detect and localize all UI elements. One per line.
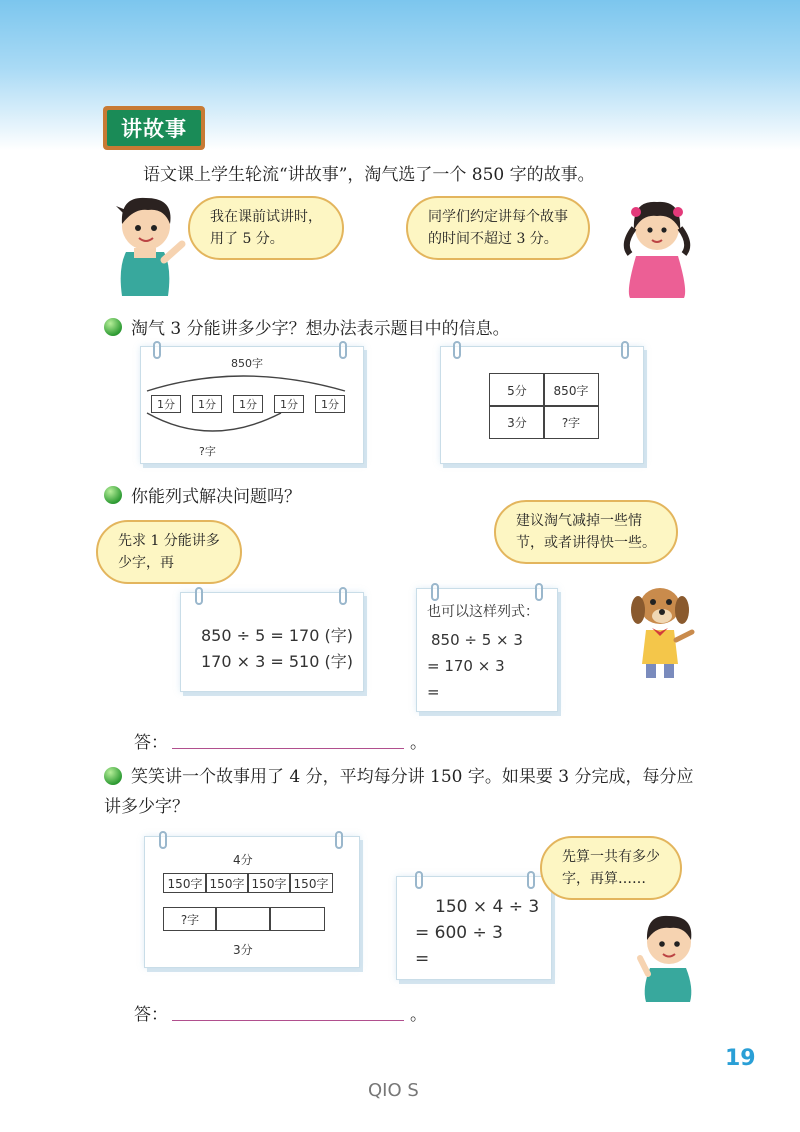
green-bullet-icon	[104, 767, 122, 785]
calculation-card-1	[180, 592, 364, 692]
boy-character-illustration	[108, 188, 188, 300]
top-minutes-label: 4分	[233, 853, 253, 867]
answer-blank[interactable]	[172, 1020, 404, 1021]
question-2	[104, 482, 301, 507]
intro-text: 语文课上学生轮流“讲故事”，淘气选了一个 850 字的故事。	[143, 165, 595, 185]
footer-watermark: QIO S	[368, 1080, 419, 1101]
hint-speech-bubble	[96, 520, 242, 584]
boy2-speech-bubble	[540, 836, 682, 900]
boy-bubble-line-1: 我在课前试讲时，	[210, 209, 322, 225]
dog-bubble-line-1: 建议淘气减掉一些情	[516, 513, 642, 529]
boy2-bubble-line-1: 先算一共有多少	[562, 849, 660, 865]
alternative-heading: 也可以这样列式：	[427, 604, 539, 620]
section-title-tag	[103, 106, 205, 150]
answer-period: 。	[410, 1005, 427, 1025]
dog-speech-bubble	[494, 500, 678, 564]
paper-clip-icon	[335, 831, 343, 849]
girl-character-illustration	[622, 190, 692, 302]
calc-line: 170 × 3 = 510 (字)	[201, 652, 353, 671]
question-3-text: 笑笑讲一个故事用了 4 分，平均每分讲 150 字。如果要 3 分完成，每分应讲多少字？	[104, 767, 694, 817]
calc-line: 850 ÷ 5 × 3	[431, 631, 523, 649]
question-2-text: 你能列式解决问题吗？	[131, 487, 301, 507]
paper-clip-icon	[621, 341, 629, 359]
line-diagram-card	[140, 346, 364, 464]
girl-speech-bubble	[406, 196, 590, 260]
answer-blank[interactable]	[172, 748, 404, 749]
dog-bubble-line-2: 节，或者讲得快一些。	[516, 535, 656, 551]
calc-line: 150 × 4 ÷ 3	[435, 897, 540, 917]
green-bullet-icon	[104, 318, 122, 336]
calc-line: 850 ÷ 5 = 170 (字)	[201, 626, 353, 645]
green-bullet-icon	[104, 486, 122, 504]
bottom-minutes-label: 3分	[233, 943, 253, 957]
calc-line: =	[415, 949, 430, 969]
paper-clip-icon	[195, 587, 203, 605]
minute-box: 1分	[274, 395, 304, 413]
hint-bubble-line-2: 少字，再	[118, 555, 174, 571]
paper-clip-icon	[339, 587, 347, 605]
section-title: 讲故事	[107, 110, 201, 146]
calc-line: = 600 ÷ 3	[415, 923, 503, 943]
answer-line-1	[134, 728, 427, 753]
calculation-card-2	[416, 588, 558, 712]
table-cell: 850字	[543, 373, 599, 407]
paper-clip-icon	[159, 831, 167, 849]
segment-cell: 150字	[205, 873, 249, 893]
boy-bubble-line-2: 用了 5 分。	[210, 231, 284, 247]
segment-cell: ?字	[163, 907, 217, 931]
minute-box: 1分	[192, 395, 222, 413]
segment-cell: 150字	[247, 873, 291, 893]
question-1	[104, 314, 510, 339]
segment-cell	[269, 907, 325, 931]
answer-label: 答：	[134, 733, 168, 753]
calc-line: =	[427, 683, 440, 701]
boy2-bubble-line-2: 字，再算……	[562, 871, 646, 887]
table-cell: ?字	[543, 405, 599, 439]
answer-period: 。	[410, 733, 427, 753]
unknown-words-label: ?字	[199, 445, 216, 458]
segment-cell	[215, 907, 271, 931]
calculation-card-3	[396, 876, 552, 980]
calc-line: = 170 × 3	[427, 657, 505, 675]
page-number: 19	[725, 1046, 756, 1071]
minute-box: 1分	[151, 395, 181, 413]
minute-box: 1分	[315, 395, 345, 413]
question-1-text: 淘气 3 分能讲多少字？想办法表示题目中的信息。	[131, 319, 510, 339]
segment-cell: 150字	[163, 873, 207, 893]
table-card	[440, 346, 644, 464]
paper-clip-icon	[453, 341, 461, 359]
question-3	[104, 762, 704, 822]
minute-box: 1分	[233, 395, 263, 413]
girl-bubble-line-2: 的时间不超过 3 分。	[428, 231, 558, 247]
boy-speech-bubble	[188, 196, 344, 260]
girl-bubble-line-1: 同学们约定讲每个故事	[428, 209, 568, 225]
dog-character-illustration	[624, 580, 698, 680]
paper-clip-icon	[431, 583, 439, 601]
segment-cell: 150字	[289, 873, 333, 893]
answer-label: 答：	[134, 1005, 168, 1025]
total-words-label: 850字	[231, 357, 263, 370]
segment-diagram-card	[144, 836, 360, 968]
boy2-character-illustration	[634, 908, 704, 1004]
answer-line-2	[134, 1000, 427, 1025]
paper-clip-icon	[415, 871, 423, 889]
paper-clip-icon	[527, 871, 535, 889]
table-cell: 5分	[489, 373, 545, 407]
paper-clip-icon	[535, 583, 543, 601]
hint-bubble-line-1: 先求 1 分能讲多	[118, 533, 220, 549]
table-cell: 3分	[489, 405, 545, 439]
